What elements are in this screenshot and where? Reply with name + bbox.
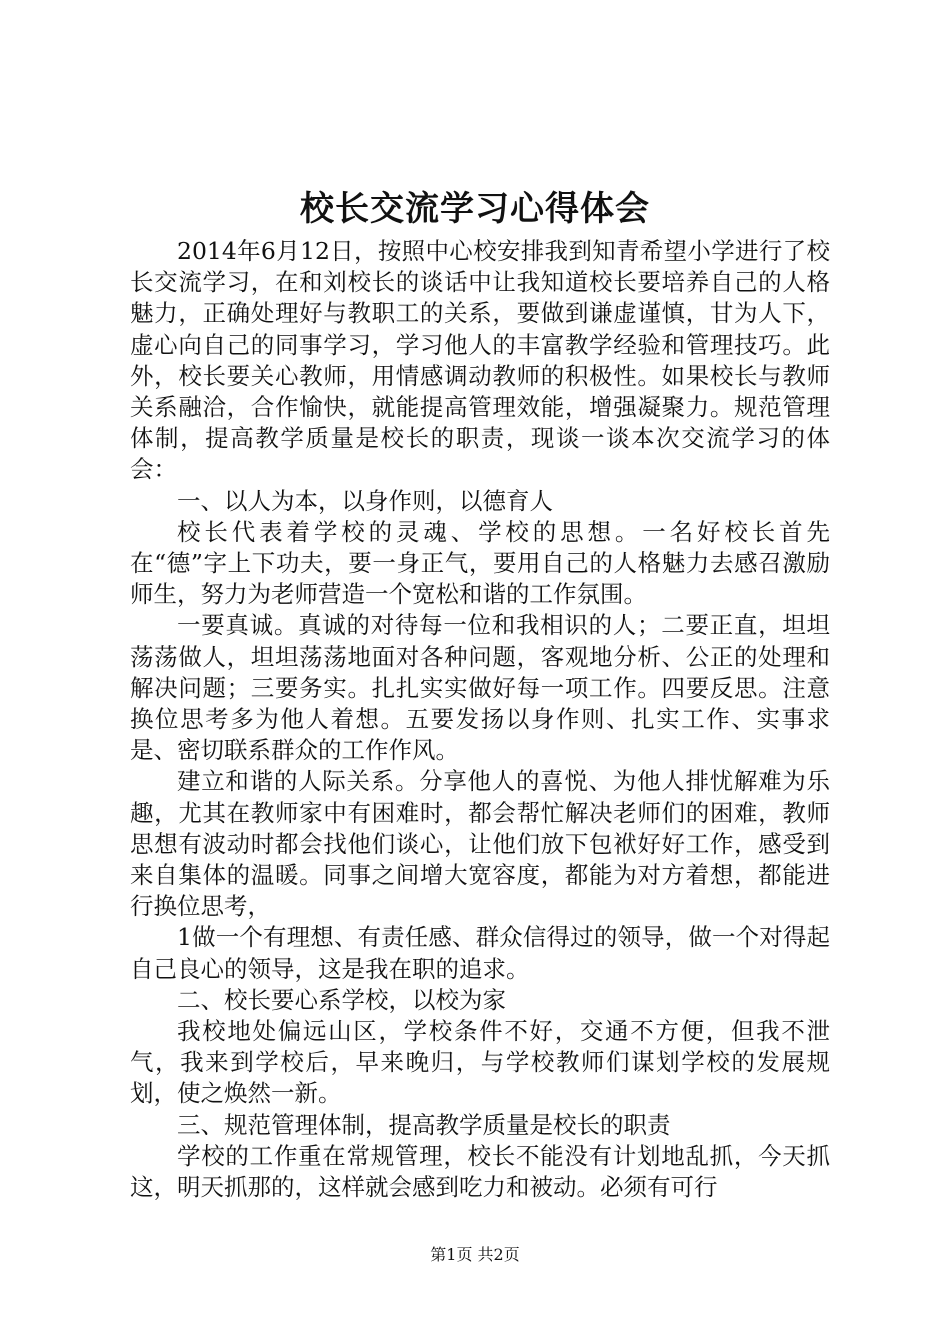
section-heading-2: 二、校长要心系学校，以校为家 [177,985,506,1014]
document-title: 校长交流学习心得体会 [300,189,650,229]
paragraph-remote-school: 我校地处偏远山区，学校条件不好，交通不方便，但我不泄气，我来到学校后，早来晚归，与学校教师们谋划学校的发展规划，使之焕然一新。 [130,1017,830,1108]
paragraph-pursuit: 1做一个有理想、有责任感、群众信得过的领导，做一个对得起自己良心的领导，这是我在职的追求。 [130,923,830,983]
paragraph-intro: 2014年6月12日，按照中心校安排我到知青希望小学进行了校长交流学习，在和刘校长的谈话中让我知道校长要培养自己的人格魅力，正确处理好与教职工的关系，要做到谦虚谨慎，甘为人下，虚心向自己的同事学习，学习他人的丰富教学经验和管理技巧。此外，校长要关心教师，用情感调动教师的积极性。如果校长与教师关系融洽，合作愉快，就能提高管理效能，增强凝聚力。规范管理体制，提高教学质量是校长的职责，现谈一谈本次交流学习的体会： [130,237,830,484]
page-footer: 第1页 共2页 [430,1245,520,1264]
paragraph-five-requirements: 一要真诚。真诚的对待每一位和我相识的人；二要正直，坦坦荡荡做人，坦坦荡荡地面对各种问题，客观地分析、公正的处理和解决问题；三要务实。扎扎实实做好每一项工作。四要反思。注意换位思考多为他人着想。五要发扬以身作则、扎实工作、实事求是、密切联系群众的工作作风。 [130,611,830,765]
section-heading-3: 三、规范管理体制，提高教学质量是校长的职责 [177,1110,671,1139]
paragraph-harmonious-relations: 建立和谐的人际关系。分享他人的喜悦、为他人排忧解难为乐趣，尤其在教师家中有困难时，都会帮忙解决老师们的困难，教师思想有波动时都会找他们谈心，让他们放下包袱好好工作，感受到来自集体的温暖。同事之间增大宽容度，都能为对方着想，都能进行换位思考， [130,767,830,921]
paragraph-routine-management: 学校的工作重在常规管理，校长不能没有计划地乱抓，今天抓这，明天抓那的，这样就会感到吃力和被动。必须有可行 [130,1141,830,1202]
section-heading-1: 一、以人为本，以身作则，以德育人 [177,486,553,515]
document-body [130,236,830,1203]
paragraph-principal-soul: 校长代表着学校的灵魂、学校的思想。一名好校长首先在“德”字上下功夫，要一身正气，要用自己的人格魅力去感召激励师生，努力为老师营造一个宽松和谐的工作氛围。 [130,517,830,609]
